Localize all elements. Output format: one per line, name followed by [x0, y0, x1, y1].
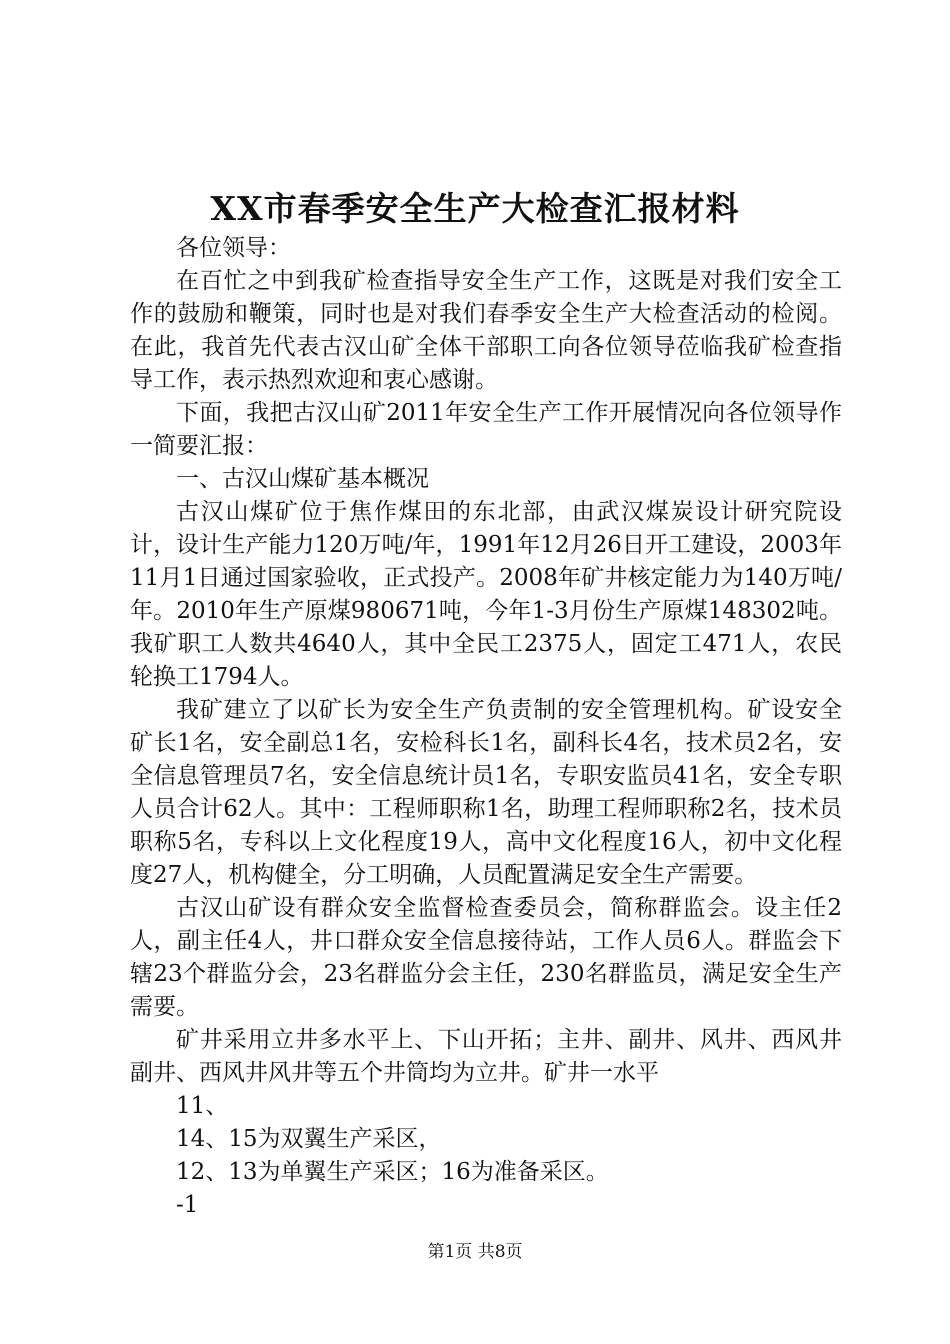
paragraph-mining-area-12-13-16: 12、13为单翼生产采区；16为准备采区。 [176, 1159, 609, 1185]
paragraph-welcome: 在百忙之中到我矿检查指导安全生产工作，这既是对我们安全工作的鼓励和鞭策，同时也是对我们春季安全生产大检查活动的检阅。在此，我首先代表古汉山矿全体干部职工向各位领导莅临我矿检查指导工作，表示热烈欢迎和衷心感谢。 [130, 268, 842, 393]
paragraph-mining-area-14-15: 14、15为双翼生产采区， [176, 1126, 442, 1152]
paragraph-salutation: 各位领导： [176, 235, 291, 261]
paragraph-intro: 下面，我把古汉山矿2011年安全生产工作开展情况向各位领导作一简要汇报： [130, 400, 842, 459]
section-heading-overview: 一、古汉山煤矿基本概况 [176, 466, 429, 492]
paragraph-safety-organization: 我矿建立了以矿长为安全生产负责制的安全管理机构。矿设安全矿长1名，安全副总1名，安检科长1名，副科长4名，技术员2名，安全信息管理员7名，安全信息统计员1名，专职安监员41名，安全专职人员合计62人。其中：工程师职称1名，助理工程师职称2名，技术员职称5名，专科以上文化程度19人，高中文化程度16人，初中文化程度27人，机构健全，分工明确，人员配置满足安全生产需要。 [130, 697, 842, 888]
document-title: XX市春季安全生产大检查汇报材料 [210, 189, 740, 228]
document-body [130, 232, 842, 1222]
paragraph-mine-overview: 古汉山煤矿位于焦作煤田的东北部，由武汉煤炭设计研究院设计，设计生产能力120万吨/年，1991年12月26日开工建设，2003年11月1日通过国家验收，正式投产。2008年矿井核定能力为140万吨/年。2010年生产原煤980671吨，今年1-3月份生产原煤148302吨。我矿职工人数共4640人，其中全民工2375人，固定工471人，农民轮换工1794人。 [130, 499, 842, 690]
paragraph-fragment-minus-1: -1 [176, 1192, 199, 1218]
paragraph-supervision-committee: 古汉山矿设有群众安全监督检查委员会，简称群监会。设主任2人，副主任4人，井口群众安全信息接待站，工作人员6人。群监会下辖23个群监分会，23名群监分会主任，230名群监员，满足安全生产需要。 [130, 895, 842, 1020]
paragraph-fragment-11: 11、 [176, 1093, 229, 1119]
paragraph-shaft-layout: 矿井采用立井多水平上、下山开拓；主井、副井、风井、西风井副井、西风井风井等五个井筒均为立井。矿井一水平 [130, 1027, 842, 1086]
page-footer: 第1页 共8页 [427, 1242, 523, 1262]
